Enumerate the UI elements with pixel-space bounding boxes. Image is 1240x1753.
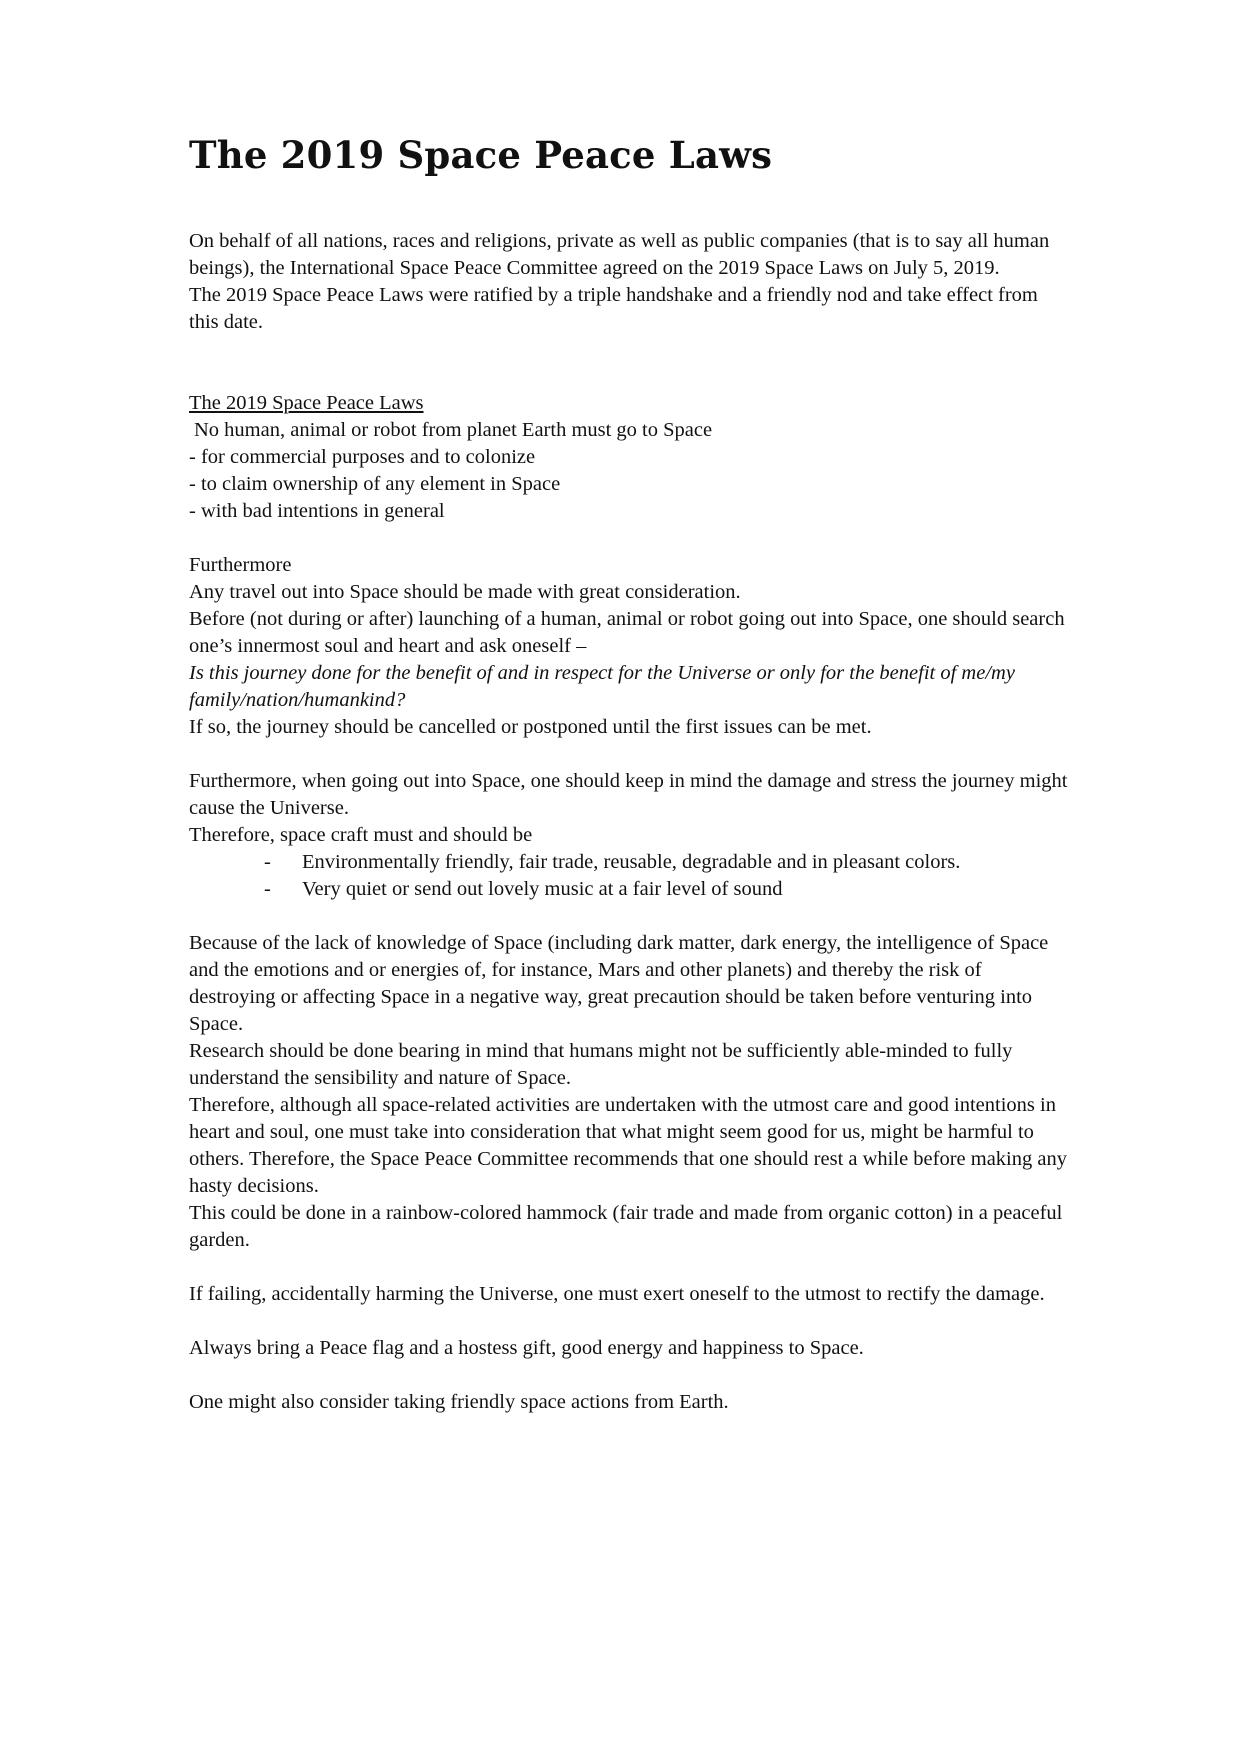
laws-item: - for commercial purposes and to colonize xyxy=(189,446,536,468)
question-italic: Is this journey done for the benefit of and in respect for the Universe or only for the benefit of me/my family/nation/humankind? xyxy=(189,662,1015,711)
laws-item: - to claim ownership of any element in Space xyxy=(189,473,561,495)
list-item xyxy=(189,849,1069,876)
dash-marker: - xyxy=(264,878,271,900)
paragraph: One might also consider taking friendly space actions from Earth. xyxy=(189,1391,729,1413)
spacer xyxy=(189,903,1069,930)
spacer xyxy=(189,1308,1069,1335)
paragraph: If failing, accidentally harming the Universe, one must exert oneself to the utmost to rectify the damage. xyxy=(189,1283,1045,1305)
requirements-list xyxy=(189,849,1069,903)
spacer xyxy=(189,336,1069,390)
list-item-text: Very quiet or send out lovely music at a fair level of sound xyxy=(302,878,783,900)
intro-paragraph: On behalf of all nations, races and religions, private as well as public companies (that is to say all human beings), the International Space Peace Committee agreed on the 2019 Space Laws on July 5, 2019. xyxy=(189,230,1050,279)
paragraph: Any travel out into Space should be made with great consideration. xyxy=(189,581,741,603)
dash-marker: - xyxy=(264,851,271,873)
paragraph: Always bring a Peace flag and a hostess gift, good energy and happiness to Space. xyxy=(189,1337,864,1359)
document-body xyxy=(189,228,1069,1416)
paragraph: If so, the journey should be cancelled or postponed until the first issues can be met. xyxy=(189,716,872,738)
laws-lead: No human, animal or robot from planet Earth must go to Space xyxy=(194,419,713,441)
paragraph: Before (not during or after) launching of a human, animal or robot going out into Space, one should search one’s innermost soul and heart and ask oneself – xyxy=(189,608,1065,657)
laws-heading: The 2019 Space Peace Laws xyxy=(189,392,424,414)
list-item-text: Environmentally friendly, fair trade, reusable, degradable and in pleasant colors. xyxy=(302,851,961,873)
document-page xyxy=(189,130,1069,1416)
spacer xyxy=(189,741,1069,768)
paragraph: Therefore, space craft must and should be xyxy=(189,824,533,846)
paragraph: Furthermore, when going out into Space, one should keep in mind the damage and stress the journey might cause the Universe. xyxy=(189,770,1068,819)
document-title: The 2019 Space Peace Laws xyxy=(189,133,773,177)
spacer xyxy=(189,1362,1069,1389)
paragraph: Because of the lack of knowledge of Space (including dark matter, dark energy, the intelligence of Space and the emotions and or energies of, for instance, Mars and other planets) and thereby the risk of destroying or affecting Space in a negative way, great precaution should be taken before venturing into Space. xyxy=(189,932,1049,1035)
spacer xyxy=(189,525,1069,552)
paragraph: Research should be done bearing in mind that humans might not be sufficiently able-minded to fully understand the sensibility and nature of Space. xyxy=(189,1040,1013,1089)
intro-paragraph: The 2019 Space Peace Laws were ratified by a triple handshake and a friendly nod and take effect from this date. xyxy=(189,284,1038,333)
list-item xyxy=(189,876,1069,903)
furthermore-heading: Furthermore xyxy=(189,554,292,576)
paragraph: Therefore, although all space-related activities are undertaken with the utmost care and good intentions in heart and soul, one must take into consideration that what might seem good for us, might be harmful to others. Therefore, the Space Peace Committee recommends that one should rest a while before making any hasty decisions. xyxy=(189,1094,1067,1197)
spacer xyxy=(189,1254,1069,1281)
spacer xyxy=(189,180,1069,228)
paragraph: This could be done in a rainbow-colored hammock (fair trade and made from organic cotton) in a peaceful garden. xyxy=(189,1202,1063,1251)
laws-item: - with bad intentions in general xyxy=(189,500,445,522)
